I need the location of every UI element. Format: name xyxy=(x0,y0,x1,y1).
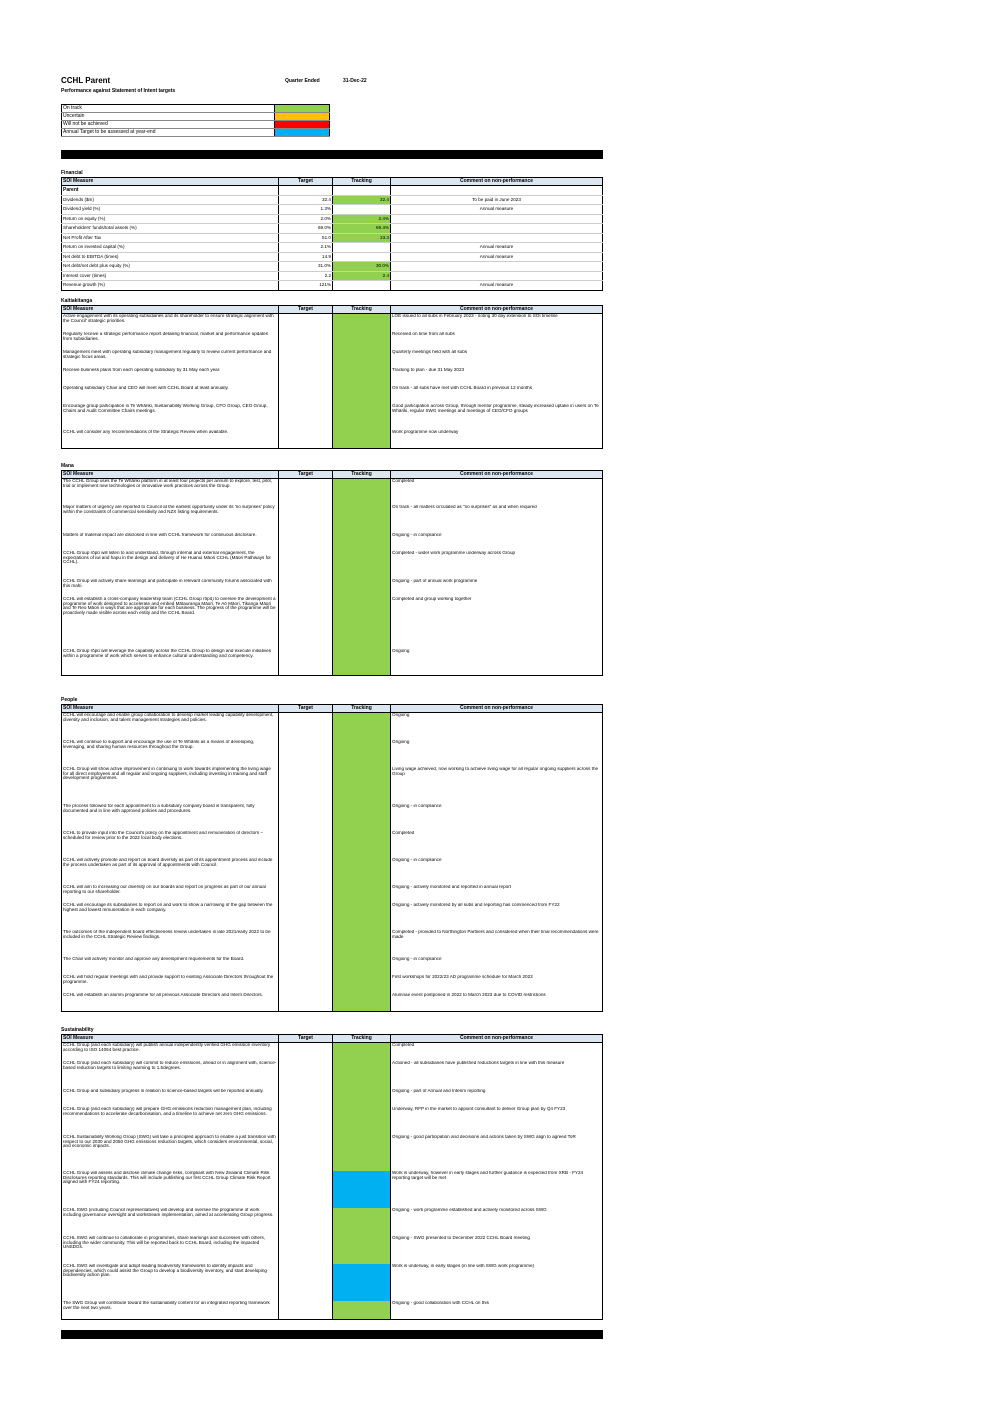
target-cell: 2.2 xyxy=(279,271,333,281)
target-cell xyxy=(279,1171,333,1208)
tracking-cell xyxy=(333,885,391,903)
tracking-cell xyxy=(333,713,391,741)
header-measure: SOI Measure xyxy=(62,705,279,713)
target-cell xyxy=(279,649,333,676)
tracking-cell xyxy=(333,579,391,597)
target-cell xyxy=(279,479,333,506)
measure-cell: Net debt/net debt plus equity (%) xyxy=(62,262,279,272)
table-header xyxy=(62,178,603,186)
target-cell xyxy=(279,314,333,333)
tracking-cell xyxy=(333,479,391,506)
measure-cell: CCHL will encourage and enable group collaboration to develop market leading capability development, diversity and inclusion, and talent management strategies and policies. xyxy=(62,713,279,741)
target-cell xyxy=(279,579,333,597)
target-cell xyxy=(279,1089,333,1107)
target-cell xyxy=(279,386,333,404)
comment-cell: Ongoing - SWG presented to December 2022 CCHL Board meeting xyxy=(391,1236,603,1264)
measure-cell: CCHL Group and subsidiary progress in relation to science-based targets will be reported annually. xyxy=(62,1089,279,1107)
header-comment: Comment on non-performance xyxy=(391,705,603,713)
comment-cell: Quarterly meetings held with all subs xyxy=(391,350,603,368)
comment-cell: Work is underway, in early stages (in line with SWG work programme) xyxy=(391,1264,603,1301)
legend-swatch xyxy=(275,113,330,121)
target-cell xyxy=(279,858,333,885)
measure-cell: Interest cover (times) xyxy=(62,271,279,281)
table-header xyxy=(62,471,603,479)
comment-cell: Ongoing xyxy=(391,713,603,741)
empty-cell xyxy=(391,186,603,196)
parent-label: Parent xyxy=(62,186,279,196)
measure-cell: CCHL Group will assess and disclose climate change risks, compliant with New Zealand Climate Risk Disclosures reporting standards. This will include publishing our first CCHL Group Climate Risk Report aligned with FY24 reporting. xyxy=(62,1171,279,1208)
table-row xyxy=(62,930,603,957)
comment-cell: Ongoing - in compliance xyxy=(391,957,603,975)
header-comment: Comment on non-performance xyxy=(391,471,603,479)
table-header xyxy=(62,306,603,314)
comment-cell: Annual measure xyxy=(391,243,603,253)
table-row xyxy=(62,885,603,903)
table-row xyxy=(62,804,603,831)
measure-cell: Operating subsidiary Chair and CEO will meet with CCHL Board at least annually. xyxy=(62,386,279,404)
measure-cell: CCHL will continue to support and encourage the use of Te Whāriki as a means of developing, leveraging, and sharing human resources throughout the Group. xyxy=(62,740,279,767)
target-cell: 31.0% xyxy=(279,262,333,272)
table-row xyxy=(62,1208,603,1236)
comment-cell xyxy=(391,214,603,224)
comment-cell: Living wage achieved, now working to achieve living wage for all regular ongoing suppliers across the Group xyxy=(391,767,603,804)
table-row xyxy=(62,1107,603,1135)
tracking-cell xyxy=(333,1061,391,1089)
measure-cell: CCHL SWG (including Council representatives) will develop and oversee the programme of work including governance oversight and workstream implementation, aimed at accelerating Group progress. xyxy=(62,1208,279,1236)
table-row xyxy=(62,314,603,333)
tracking-cell: 33.3 xyxy=(333,233,391,243)
target-cell xyxy=(279,930,333,957)
comment-cell: On track - all matters circulated as "no surprises" as and when required xyxy=(391,505,603,533)
tracking-cell xyxy=(333,831,391,858)
financial-table xyxy=(61,177,603,291)
header-target: Target xyxy=(279,471,333,479)
table-row xyxy=(62,551,603,579)
measure-cell: CCHL SWG will investigate and adopt leading biodiversity frameworks to identify impacts and dependencies, which could assist the Group to develop a biodiversity inventory, and start developing biodiversity action plan. xyxy=(62,1264,279,1301)
measure-cell: The CCHL Group uses the Te Whāriki platform in at least four projects per annum to explore, test, pilot, trial or implement new technologies or innovative work practices across the Group. xyxy=(62,479,279,506)
comment-cell: Ongoing - in compliance xyxy=(391,533,603,551)
comment-cell: Ongoing - part of annual work programme xyxy=(391,579,603,597)
table-row xyxy=(62,1061,603,1089)
comment-cell: Completed - provided to Northington Partners and considered when their final recommendations were made xyxy=(391,930,603,957)
tracking-cell xyxy=(333,1107,391,1135)
measure-cell: CCHL SWG will continue to collaborate in programmes, share learnings and successes with others, including the wider community. This will be reported back to CCHL Board, including the impacted UNSDGs. xyxy=(62,1236,279,1264)
comment-cell xyxy=(391,271,603,281)
financial-section xyxy=(61,170,603,291)
tracking-cell xyxy=(333,649,391,676)
header-measure: SOI Measure xyxy=(62,178,279,186)
tracking-cell xyxy=(333,1264,391,1301)
section-title: Mana xyxy=(61,463,74,469)
target-cell xyxy=(279,368,333,386)
target-cell xyxy=(279,350,333,368)
comment-cell: Underway, RFP in the market to appoint consultant to deliver Group plan by Q4 FY23 xyxy=(391,1107,603,1135)
target-cell xyxy=(279,1107,333,1135)
measure-cell: Return on equity (%) xyxy=(62,214,279,224)
measure-cell: The Chair will actively monitor and approve any development requirements for the Board. xyxy=(62,957,279,975)
mana-section xyxy=(61,463,603,676)
kaitiakitanga-table xyxy=(61,305,603,449)
table-row xyxy=(62,1089,603,1107)
measure-cell: CCHL Group will actively share learnings and participate in relevant community forums associated with this mahi. xyxy=(62,579,279,597)
comment-cell: Good participation across Group, through mentor programme, steady increased uptake in users on Te Whāriki, regular SWG meetings and meetings of CEO/CFO groups xyxy=(391,404,603,430)
legend-label: Will not be achieved xyxy=(62,121,275,129)
table-row xyxy=(62,368,603,386)
table-row xyxy=(62,262,603,272)
table-row xyxy=(62,740,603,767)
measure-cell: CCHL Group will show active improvement in continuing to work towards implementing the living wage for all direct employees and all regular and ongoing suppliers, including investing in training and staff development programmes. xyxy=(62,767,279,804)
comment-cell: Alumnae event postponed in 2022 to March 2023 due to COVID restrictions xyxy=(391,993,603,1012)
measure-cell: Revenue growth (%) xyxy=(62,281,279,291)
header-measure: SOI Measure xyxy=(62,471,279,479)
table-row xyxy=(62,224,603,234)
comment-cell: Ongoing xyxy=(391,740,603,767)
target-cell xyxy=(279,767,333,804)
header-tracking: Tracking xyxy=(333,471,391,479)
target-cell xyxy=(279,885,333,903)
table-row xyxy=(62,1171,603,1208)
report-title: CCHL Parent xyxy=(61,76,111,85)
table-row xyxy=(62,1135,603,1171)
tracking-cell xyxy=(333,1208,391,1236)
header-tracking: Tracking xyxy=(333,178,391,186)
measure-cell: Regularly receive a strategic performance report detailing financial, market and performance updates from subsidiaries. xyxy=(62,332,279,350)
target-cell: 51.0 xyxy=(279,233,333,243)
tracking-cell xyxy=(333,205,391,215)
legend-row xyxy=(62,121,330,129)
measure-cell: Matters of material impact are disclosed in line with CCHL framework for continuous disclosure. xyxy=(62,533,279,551)
measure-cell: Net Profit After Tax xyxy=(62,233,279,243)
table-row xyxy=(62,205,603,215)
empty-cell xyxy=(279,186,333,196)
measure-cell: CCHL Sustainability Working Group (SWG) will take a principled approach to enable a just transition with respect to our 2030 and 2050 GHG emissions reduction targets, which considers environmental, social, and economic impacts. xyxy=(62,1135,279,1171)
measure-cell: CCHL will encourage its subsidiaries to report on and work to show a narrowing of the gap between the highest and lowest remuneration in each company. xyxy=(62,903,279,930)
table-row xyxy=(62,404,603,430)
tracking-cell xyxy=(333,533,391,551)
tracking-cell xyxy=(333,368,391,386)
header-tracking: Tracking xyxy=(333,1035,391,1043)
target-cell xyxy=(279,831,333,858)
measure-cell: Net debt to EBITDA (times) xyxy=(62,252,279,262)
measure-cell: The outcomes of the independent board effectiveness review undertaken in late 2021/early 2022 to be included in the CCHL Strategic Review findings. xyxy=(62,930,279,957)
mana-table xyxy=(61,470,603,676)
target-cell: 2.1% xyxy=(279,243,333,253)
tracking-cell: 2.4% xyxy=(333,214,391,224)
table-row xyxy=(62,233,603,243)
target-cell xyxy=(279,740,333,767)
comment-cell xyxy=(391,224,603,234)
tracking-cell xyxy=(333,243,391,253)
people-section xyxy=(61,697,603,1012)
measure-cell: CCHL Group (and each subsidiary) will prepare GHG emissions reduction management plan, including recommendations to accelerate decarbonisation, and a timeline to achieve net zero GHG emissions. xyxy=(62,1107,279,1135)
comment-cell xyxy=(391,262,603,272)
legend-swatch xyxy=(275,105,330,113)
table-header xyxy=(62,1035,603,1043)
tracking-cell: 32.4 xyxy=(333,195,391,205)
target-cell xyxy=(279,332,333,350)
measure-cell: CCHL to provide input into the Council's policy on the appointment and remuneration of directors – scheduled for review prior to the 2022 local body elections. xyxy=(62,831,279,858)
table-row xyxy=(62,332,603,350)
target-cell: 14.9 xyxy=(279,252,333,262)
table-row xyxy=(62,831,603,858)
measure-cell: The process followed for each appointment to a subsidiary company board is transparent, fully documented and in line with approved policies and procedures. xyxy=(62,804,279,831)
target-cell xyxy=(279,1135,333,1171)
target-cell xyxy=(279,404,333,430)
target-cell xyxy=(279,597,333,649)
empty-cell xyxy=(333,186,391,196)
tracking-cell xyxy=(333,740,391,767)
comment-cell xyxy=(391,233,603,243)
target-cell xyxy=(279,713,333,741)
tracking-cell xyxy=(333,505,391,533)
target-cell: 69.0% xyxy=(279,224,333,234)
comment-cell: Ongoing - in compliance xyxy=(391,804,603,831)
tracking-cell xyxy=(333,386,391,404)
header-target: Target xyxy=(279,705,333,713)
legend-swatch xyxy=(275,121,330,129)
legend-row xyxy=(62,105,330,113)
comment-cell: Completed and group working together xyxy=(391,597,603,649)
measure-cell: Major matters of urgency are reported to Council at the earliest opportunity under its 'no surprises' policy within the constraints of commercial sensitivity and NZX listing requirements. xyxy=(62,505,279,533)
comment-cell: LOE issued to all subs in February 2023 - noting 30 day extension to SOI timeline xyxy=(391,314,603,333)
table-row xyxy=(62,579,603,597)
table-row xyxy=(62,1043,603,1062)
measure-cell: Management meet with operating subsidiary management regularly to review current performance and strategic focus areas. xyxy=(62,350,279,368)
table-row xyxy=(62,993,603,1012)
comment-cell: Ongoing - good collaboration with CCHL on this xyxy=(391,1301,603,1320)
measure-cell: The SWG Group will contribute toward the sustainability content for an integrated reporting framework over the next two years. xyxy=(62,1301,279,1320)
table-row xyxy=(62,975,603,993)
target-cell xyxy=(279,1043,333,1062)
legend-label: Uncertain xyxy=(62,113,275,121)
header-target: Target xyxy=(279,306,333,314)
header-tracking: Tracking xyxy=(333,705,391,713)
target-cell xyxy=(279,903,333,930)
section-title: People xyxy=(61,697,78,703)
comment-cell: To be paid in June 2023 xyxy=(391,195,603,205)
table-row xyxy=(62,1301,603,1320)
tracking-cell xyxy=(333,975,391,993)
measure-cell: CCHL Group rōpū will listen to and understand, through internal and external engagement, the expectations of iwi and hapu in the design and delivery of He Huanui Māori CCHL (Māori Pathways for CCHL). xyxy=(62,551,279,579)
header-measure: SOI Measure xyxy=(62,1035,279,1043)
comment-cell: Work is underway, however in early stages and further guidance is expected from XRB - FY24 reporting target will be met xyxy=(391,1171,603,1208)
table-row xyxy=(62,281,603,291)
tracking-cell xyxy=(333,350,391,368)
comment-cell: Actioned - all subsidiaries have published reductions targets in line with this measure xyxy=(391,1061,603,1089)
section-title: Financial xyxy=(61,170,83,176)
quarter-date: 31-Dec-22 xyxy=(343,78,367,84)
table-row xyxy=(62,195,603,205)
target-cell xyxy=(279,957,333,975)
header-comment: Comment on non-performance xyxy=(391,306,603,314)
comment-cell: Received on time from all subs xyxy=(391,332,603,350)
measure-cell: Receive business plans from each operating subsidiary by 31 May each year. xyxy=(62,368,279,386)
tracking-cell xyxy=(333,1043,391,1062)
table-row xyxy=(62,858,603,885)
tracking-cell xyxy=(333,804,391,831)
measure-cell: Return on invested capital (%) xyxy=(62,243,279,253)
tracking-cell xyxy=(333,1089,391,1107)
tracking-cell: 2.4 xyxy=(333,271,391,281)
table-header xyxy=(62,705,603,713)
header-target: Target xyxy=(279,178,333,186)
tracking-cell xyxy=(333,993,391,1012)
sustainability-table xyxy=(61,1034,603,1320)
target-cell xyxy=(279,1264,333,1301)
report-subtitle: Performance against Statement of Intent targets xyxy=(61,88,176,94)
target-cell xyxy=(279,1236,333,1264)
tracking-cell xyxy=(333,858,391,885)
tracking-cell xyxy=(333,314,391,333)
comment-cell: Completed xyxy=(391,831,603,858)
comment-cell: Annual measure xyxy=(391,205,603,215)
people-table xyxy=(61,704,603,1012)
legend-label: On track xyxy=(62,105,275,113)
quarter-label: Quarter Ended xyxy=(285,78,320,84)
table-row xyxy=(62,1236,603,1264)
table-row xyxy=(62,533,603,551)
table-row xyxy=(62,271,603,281)
legend-label: Annual Target to be assessed at year-end xyxy=(62,129,275,137)
status-legend xyxy=(61,104,330,137)
comment-cell: Completed xyxy=(391,479,603,506)
legend-row xyxy=(62,129,330,137)
measure-cell: CCHL will actively promote and report on board diversity as part of its appointment process and include the process undertaken as part of its approval of appointments with Council. xyxy=(62,858,279,885)
table-row xyxy=(62,1264,603,1301)
table-row xyxy=(62,505,603,533)
header-tracking: Tracking xyxy=(333,306,391,314)
table-row xyxy=(62,903,603,930)
tracking-cell xyxy=(333,404,391,430)
target-cell: 2.0% xyxy=(279,214,333,224)
comment-cell: Ongoing - good participation and decisions and actions taken by SWG align to agreed ToR xyxy=(391,1135,603,1171)
table-row xyxy=(62,767,603,804)
comment-cell: Tracking to plan - due 31 May 2023 xyxy=(391,368,603,386)
header-comment: Comment on non-performance xyxy=(391,1035,603,1043)
table-row xyxy=(62,957,603,975)
header-measure: SOI Measure xyxy=(62,306,279,314)
table-row xyxy=(62,350,603,368)
comment-cell: Annual measure xyxy=(391,281,603,291)
legend-swatch xyxy=(275,129,330,137)
table-row xyxy=(62,649,603,676)
tracking-cell xyxy=(333,597,391,649)
tracking-cell: 69.4% xyxy=(333,224,391,234)
tracking-cell xyxy=(333,1171,391,1208)
header-target: Target xyxy=(279,1035,333,1043)
target-cell: 121% xyxy=(279,281,333,291)
measure-cell: CCHL Group rōpū will leverage the capability across the CCHL Group to design and execute initiatives within a programme of work which serves to enhance cultural understanding and competency. xyxy=(62,649,279,676)
legend-row xyxy=(62,113,330,121)
target-cell xyxy=(279,1208,333,1236)
target-cell xyxy=(279,804,333,831)
top-divider-bar xyxy=(61,150,603,159)
target-cell xyxy=(279,533,333,551)
comment-cell: On track - all subs have met with CCHL Board in previous 12 months xyxy=(391,386,603,404)
sustainability-section xyxy=(61,1027,603,1320)
measure-cell: Shareholders' funds/total assets (%) xyxy=(62,224,279,234)
table-row xyxy=(62,479,603,506)
target-cell: 32.4 xyxy=(279,195,333,205)
target-cell xyxy=(279,993,333,1012)
parent-row xyxy=(62,186,603,196)
measure-cell: Dividends ($m) xyxy=(62,195,279,205)
comment-cell: Completed xyxy=(391,1043,603,1062)
table-row xyxy=(62,597,603,649)
measure-cell: Dividend yield (%) xyxy=(62,205,279,215)
target-cell xyxy=(279,1061,333,1089)
table-row xyxy=(62,386,603,404)
comment-cell: Completed - wider work programme underway across Group xyxy=(391,551,603,579)
measure-cell: Active engagement with its operating subsidiaries and its shareholder to ensure strategic alignment with the Council' strategic priorities. xyxy=(62,314,279,333)
measure-cell: CCHL Group (and each subsidiary) will commit to reduce emissions, ahead or in alignment with, science-based reduction targets to limiting warming to 1.5degrees. xyxy=(62,1061,279,1089)
section-title: Kaitiakitanga xyxy=(61,298,93,304)
comment-cell: Annual measure xyxy=(391,252,603,262)
tracking-cell: 30.0% xyxy=(333,262,391,272)
target-cell xyxy=(279,551,333,579)
measure-cell: CCHL will hold regular meetings with and provide support to existing Associate Directors throughout the programme. xyxy=(62,975,279,993)
tracking-cell xyxy=(333,1301,391,1320)
table-row xyxy=(62,713,603,741)
measure-cell: Encourage group participation in Te Whāriki, Sustainability Working Group, CFO Group, CEO Group, Chairs and Audit Committee Chairs meetings. xyxy=(62,404,279,430)
table-row xyxy=(62,252,603,262)
tracking-cell xyxy=(333,903,391,930)
measure-cell: CCHL will establish an alumni programme for all previous Associate Directors and Intern Directors. xyxy=(62,993,279,1012)
tracking-cell xyxy=(333,1236,391,1264)
tracking-cell xyxy=(333,551,391,579)
target-cell xyxy=(279,975,333,993)
tracking-cell xyxy=(333,430,391,449)
measure-cell: CCHL will aim to increasing our diversity on our boards and report on progress as part of our annual reporting to our shareholder. xyxy=(62,885,279,903)
tracking-cell xyxy=(333,1135,391,1171)
tracking-cell xyxy=(333,957,391,975)
comment-cell: Ongoing - in compliance xyxy=(391,858,603,885)
measure-cell: CCHL Group (and each subsidiary) will publish annual independently verified GHG emission inventory according to ISO 14064 best practice. xyxy=(62,1043,279,1062)
table-row xyxy=(62,430,603,449)
target-cell xyxy=(279,1301,333,1320)
bottom-divider-bar xyxy=(61,1330,603,1339)
comment-cell: Ongoing xyxy=(391,649,603,676)
comment-cell: First workshops for 2022/23 AD programme schedule for March 2023 xyxy=(391,975,603,993)
measure-cell: CCHL will consider any recommendaions of the Strategic Review when available. xyxy=(62,430,279,449)
comment-cell: Ongoing - actively monitored by all subs and reporting has commenced from FY22 xyxy=(391,903,603,930)
target-cell xyxy=(279,430,333,449)
table-row xyxy=(62,214,603,224)
tracking-cell xyxy=(333,252,391,262)
header-comment: Comment on non-performance xyxy=(391,178,603,186)
tracking-cell xyxy=(333,332,391,350)
comment-cell: Ongoing - work programme established and actively monitored across SWG xyxy=(391,1208,603,1236)
comment-cell: Ongoing - actively monitored and reported in annual report xyxy=(391,885,603,903)
target-cell xyxy=(279,505,333,533)
comment-cell: Ongoing - part of Annual and Interim reporting xyxy=(391,1089,603,1107)
section-title: Sustainability xyxy=(61,1027,94,1033)
comment-cell: Work programme now underway xyxy=(391,430,603,449)
tracking-cell xyxy=(333,281,391,291)
kaitiakitanga-section xyxy=(61,298,603,449)
tracking-cell xyxy=(333,930,391,957)
table-row xyxy=(62,243,603,253)
target-cell: 1.3% xyxy=(279,205,333,215)
tracking-cell xyxy=(333,767,391,804)
measure-cell: CCHL will establish a cross-company leadership team (CCHL Group rōpū) to oversee the development a programme of work designed to accelerate and embed Mātauranga Māori, Te Aō Māori, Tikanga Māori and Te Reo Māori in ways that are appropriate for each business. The progress of the programme will be proactively made visible across each entity and the CCHL Board. xyxy=(62,597,279,649)
